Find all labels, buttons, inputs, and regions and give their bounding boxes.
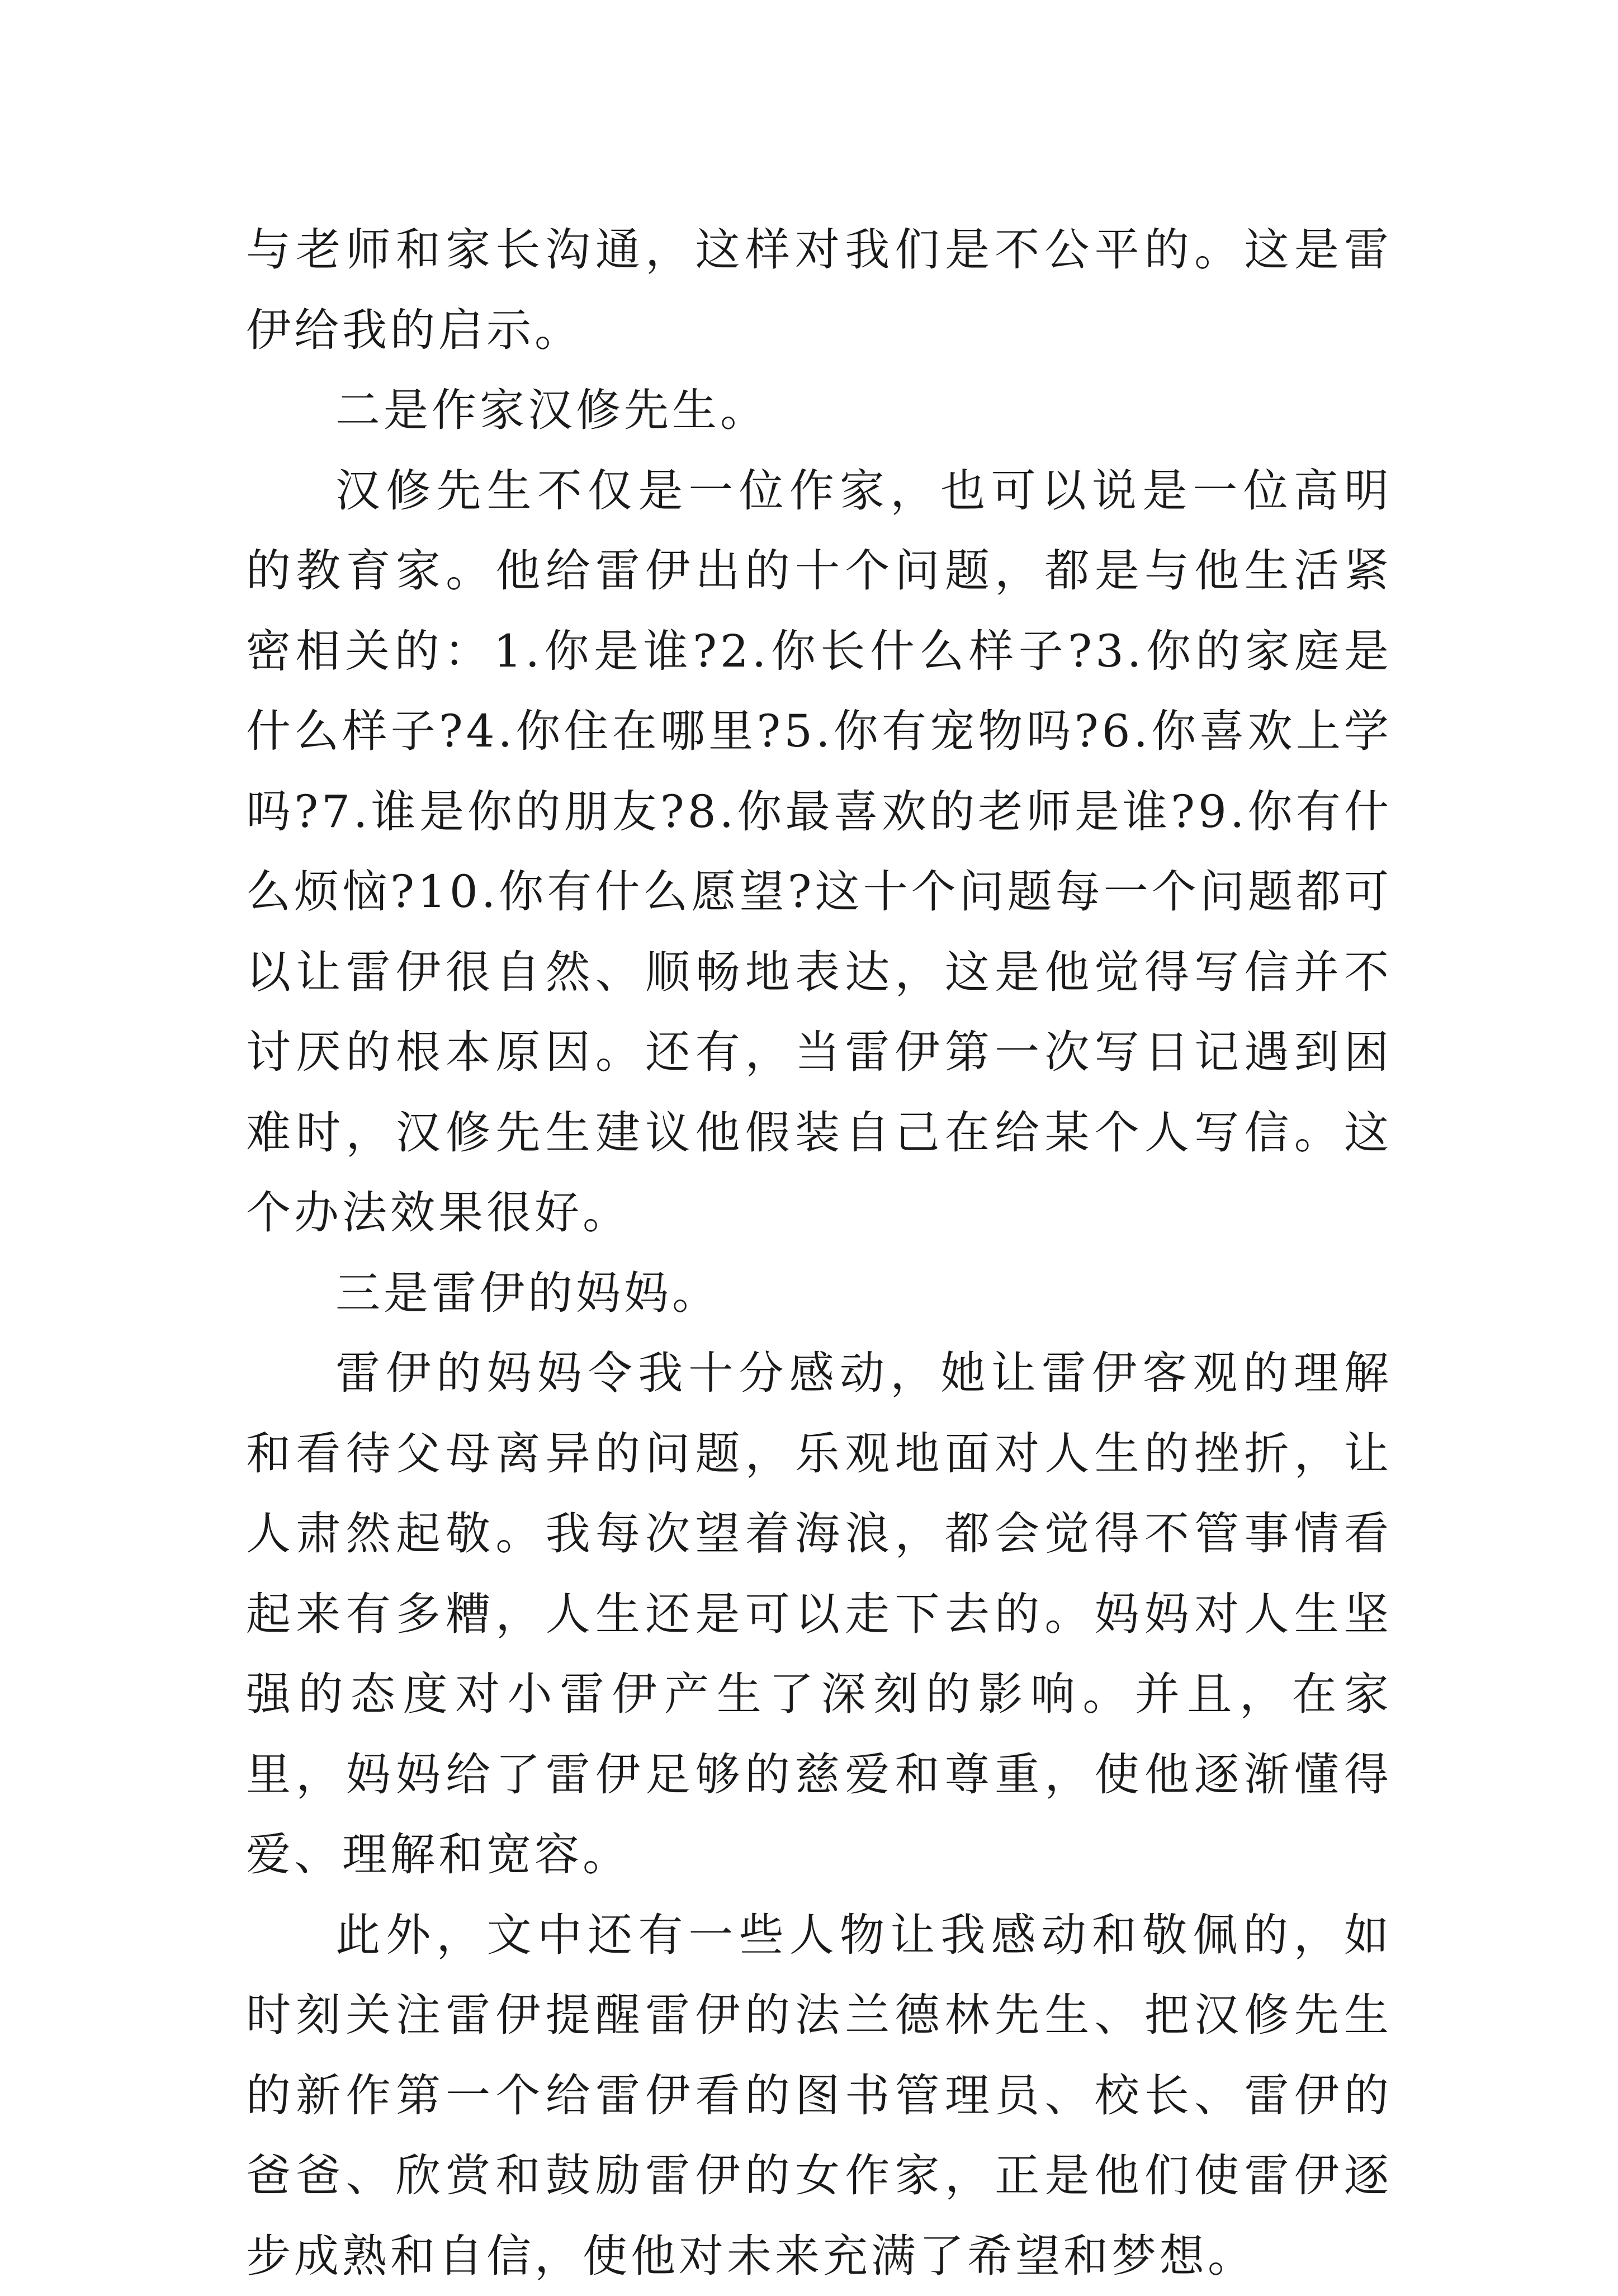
paragraph-mother-details: 雷伊的妈妈令我十分感动，她让雷伊客观的理解和看待父母离异的问题，乐观地面对人生的挫折，让人肃然起敬。我每次望着海浪，都会觉得不管事情看起来有多糟，人生还是可以走下去的。妈妈对人生坚强的态度对小雷伊产生了深刻的影响。并且，在家里，妈妈给了雷伊足够的慈爱和尊重，使他逐渐懂得爱、理解和宽容。 xyxy=(246,1333,1392,1895)
body-text xyxy=(246,210,1392,2296)
paragraph-other-characters: 此外，文中还有一些人物让我感动和敬佩的，如时刻关注雷伊提醒雷伊的法兰德林先生、把汉修先生的新作第一个给雷伊看的图书管理员、校长、雷伊的爸爸、欣赏和鼓励雷伊的女作家，正是他们使雷伊逐步成熟和自信，使他对未来充满了希望和梦想。 xyxy=(246,1895,1392,2296)
paragraph-continuation: 与老师和家长沟通，这样对我们是不公平的。这是雷伊给我的启示。 xyxy=(246,210,1392,370)
paragraph-heading-writer: 二是作家汉修先生。 xyxy=(246,370,1392,451)
paragraph-writer-details: 汉修先生不仅是一位作家，也可以说是一位高明的教育家。他给雷伊出的十个问题，都是与他生活紧密相关的：1.你是谁?2.你长什么样子?3.你的家庭是什么样子?4.你住在哪里?5.你有宠物吗?6.你喜欢上学吗?7.谁是你的朋友?8.你最喜欢的老师是谁?9.你有什么烦恼?10.你有什么愿望?这十个问题每一个问题都可以让雷伊很自然、顺畅地表达，这是他觉得写信并不讨厌的根本原因。还有，当雷伊第一次写日记遇到困难时，汉修先生建议他假装自己在给某个人写信。这个办法效果很好。 xyxy=(246,451,1392,1253)
paragraph-heading-mother: 三是雷伊的妈妈。 xyxy=(246,1253,1392,1334)
